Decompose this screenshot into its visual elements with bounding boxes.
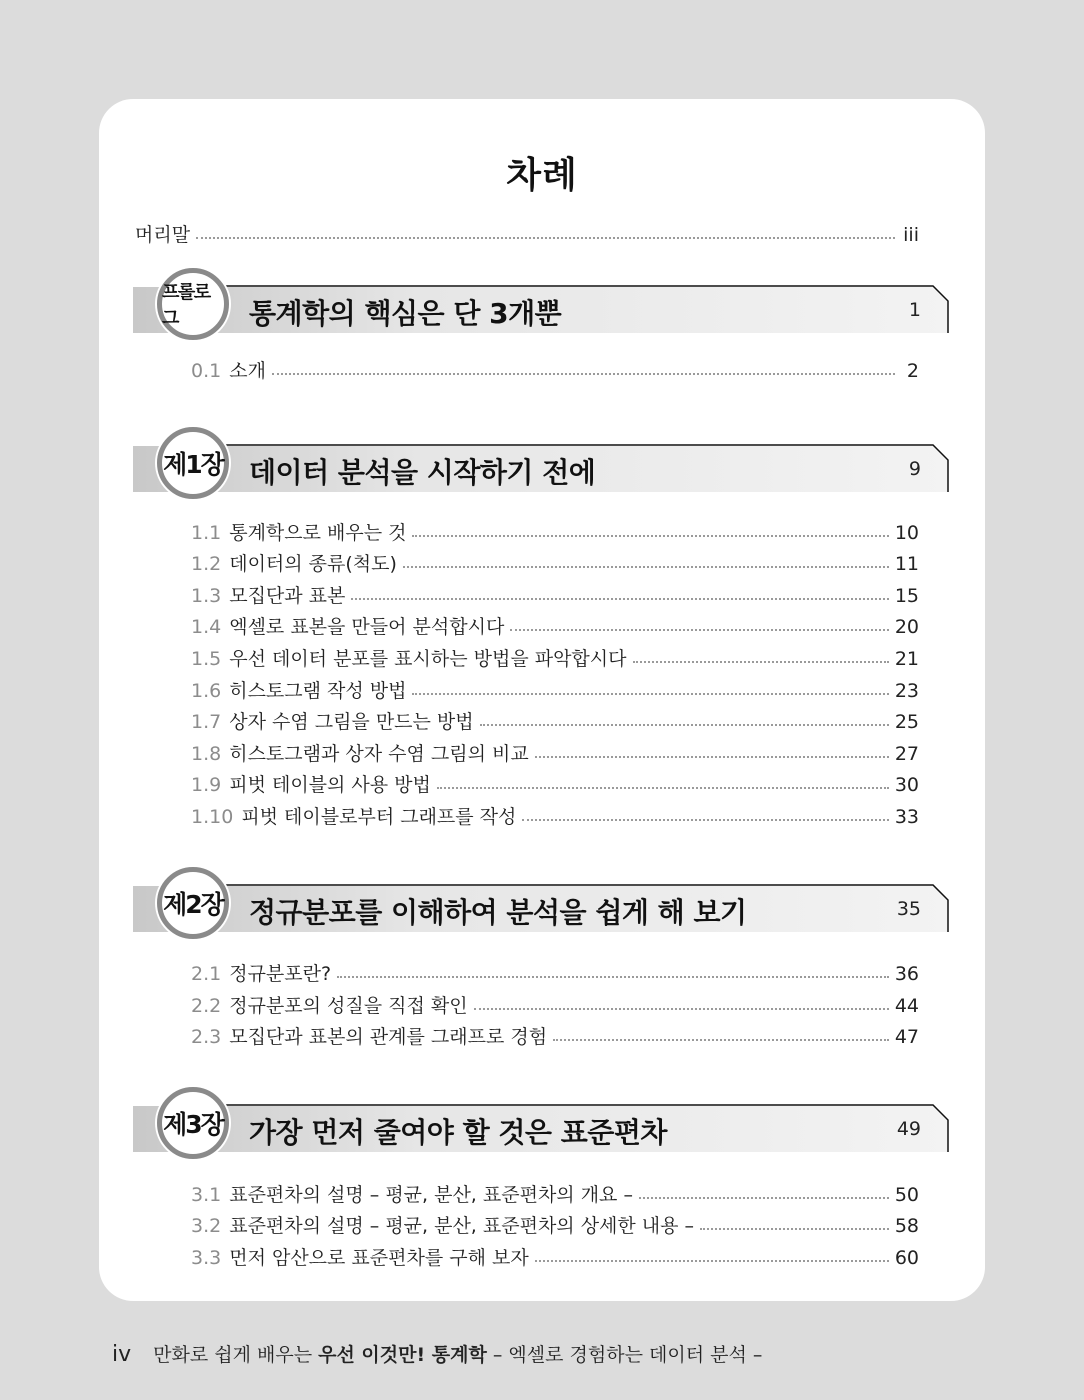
section-number: 1.10	[191, 806, 234, 828]
toc-entry[interactable]	[191, 773, 919, 797]
section-number: 1.6	[191, 680, 222, 702]
chapter-badge: 제1장	[157, 427, 229, 499]
toc-entry-title: 피벗 테이블의 사용 방법	[229, 774, 431, 796]
chapter-header[interactable]	[133, 282, 949, 333]
toc-entry[interactable]	[191, 1214, 919, 1238]
toc-card	[99, 99, 985, 1301]
chapter-title: 데이터 분석을 시작하기 전에	[249, 456, 596, 489]
toc-entry-title: 표준편차의 설명 – 평균, 분산, 표준편차의 개요 –	[229, 1184, 633, 1206]
toc-entry-title: 히스토그램과 상자 수염 그림의 비교	[229, 743, 529, 765]
toc-entry-page: 11	[894, 553, 919, 575]
toc-entry[interactable]	[191, 521, 919, 545]
toc-entry-page: 20	[894, 616, 919, 638]
dot-leader	[535, 1260, 889, 1262]
page-title: 차례	[506, 155, 578, 196]
footer-book-title: 우선 이것만! 통계학	[318, 1344, 487, 1366]
chapter-page: 49	[896, 1118, 921, 1140]
chapter-header[interactable]	[133, 884, 949, 932]
dot-leader	[272, 373, 895, 375]
dot-leader	[437, 787, 889, 789]
toc-entry-page: 15	[894, 585, 919, 607]
section-number: 2.3	[191, 1026, 222, 1048]
toc-entry-title: 모집단과 표본	[229, 585, 346, 607]
toc-entry-title: 상자 수염 그림을 만드는 방법	[229, 711, 474, 733]
section-number: 2.1	[191, 963, 222, 985]
toc-entry-page: 50	[894, 1184, 919, 1206]
dot-leader	[553, 1039, 889, 1041]
footer-prefix: 만화로 쉽게 배우는	[153, 1344, 313, 1366]
toc-entry-page: 47	[894, 1026, 919, 1048]
dot-leader	[522, 819, 888, 821]
dot-leader	[510, 629, 889, 631]
toc-entry-title: 소개	[229, 360, 266, 382]
toc-entry[interactable]	[191, 1025, 919, 1049]
toc-entry-page: iii	[903, 224, 919, 246]
toc-entry[interactable]	[191, 584, 919, 608]
toc-entry-page: 44	[894, 995, 919, 1017]
toc-entry-page: 30	[894, 774, 919, 796]
chapter-title: 통계학의 핵심은 단 3개뿐	[249, 297, 562, 330]
section-number: 3.2	[191, 1215, 222, 1237]
toc-entry[interactable]	[191, 805, 919, 829]
toc-entry-title: 모집단과 표본의 관계를 그래프로 경험	[229, 1026, 548, 1048]
dot-leader	[412, 535, 888, 537]
toc-entry-title: 엑셀로 표본을 만들어 분석합시다	[229, 616, 505, 638]
toc-entry[interactable]	[191, 710, 919, 734]
dot-leader	[639, 1197, 889, 1199]
chapter-badge: 제3장	[157, 1087, 229, 1159]
toc-entry-title: 히스토그램 작성 방법	[229, 680, 407, 702]
toc-entry[interactable]	[191, 1183, 919, 1207]
chapter-page: 9	[908, 458, 921, 480]
toc-entry[interactable]	[191, 647, 919, 671]
section-number: 3.1	[191, 1184, 222, 1206]
page-folio: iv	[112, 1342, 132, 1367]
dot-leader	[412, 693, 888, 695]
toc-entry[interactable]	[191, 1246, 919, 1270]
toc-entry-title: 먼저 암산으로 표준편차를 구해 보자	[229, 1247, 529, 1269]
toc-entry[interactable]	[191, 679, 919, 703]
toc-entry-page: 21	[894, 648, 919, 670]
dot-leader	[700, 1228, 889, 1230]
toc-entry-page: 25	[894, 711, 919, 733]
chapter-page: 1	[908, 299, 921, 321]
toc-entry[interactable]	[191, 742, 919, 766]
toc-entry-title: 정규분포란?	[229, 963, 332, 985]
section-number: 0.1	[191, 360, 222, 382]
footer-subtitle: – 엑셀로 경험하는 데이터 분석 –	[492, 1344, 763, 1366]
dot-leader	[474, 1008, 889, 1010]
dot-leader	[535, 756, 889, 758]
toc-entry-title: 정규분포의 성질을 직접 확인	[229, 995, 468, 1017]
toc-entry[interactable]	[191, 552, 919, 576]
section-number: 2.2	[191, 995, 222, 1017]
chapter-badge: 프롤로그	[157, 268, 229, 340]
dot-leader	[337, 976, 889, 978]
toc-entry[interactable]	[191, 962, 919, 986]
dot-leader	[633, 661, 889, 663]
toc-entry[interactable]	[191, 994, 919, 1018]
section-number: 1.8	[191, 743, 222, 765]
toc-entry-page: 58	[894, 1215, 919, 1237]
toc-entry-page: 10	[894, 522, 919, 544]
section-number: 1.3	[191, 585, 222, 607]
chapter-title: 가장 먼저 줄여야 할 것은 표준편차	[249, 1116, 667, 1149]
section-number: 1.7	[191, 711, 222, 733]
toc-entry-title: 표준편차의 설명 – 평균, 분산, 표준편차의 상세한 내용 –	[229, 1215, 695, 1237]
toc-entry[interactable]	[191, 359, 919, 383]
toc-entry-page: 60	[894, 1247, 919, 1269]
chapter-page: 35	[896, 898, 921, 920]
toc-entry[interactable]	[191, 615, 919, 639]
section-number: 1.5	[191, 648, 222, 670]
page-footer	[112, 1340, 762, 1367]
dot-leader	[403, 566, 889, 568]
toc-entry-title: 데이터의 종류(척도)	[229, 553, 397, 575]
toc-entry-page: 36	[894, 963, 919, 985]
section-number: 1.4	[191, 616, 222, 638]
chapter-title: 정규분포를 이해하여 분석을 쉽게 해 보기	[249, 896, 747, 929]
toc-entry-preface[interactable]	[135, 223, 919, 247]
section-number: 1.1	[191, 522, 222, 544]
toc-entry-page: 2	[906, 360, 919, 382]
section-number: 3.3	[191, 1247, 222, 1269]
toc-entry-page: 33	[894, 806, 919, 828]
dot-leader	[351, 598, 888, 600]
toc-entry-page: 27	[894, 743, 919, 765]
toc-entry-title: 머리말	[135, 224, 191, 246]
chapter-header[interactable]	[133, 1104, 949, 1152]
toc-entry-title: 피벗 테이블로부터 그래프를 작성	[241, 806, 517, 828]
chapter-header[interactable]	[133, 444, 949, 492]
toc-entry-page: 23	[894, 680, 919, 702]
section-number: 1.9	[191, 774, 222, 796]
toc-entry-title: 통계학으로 배우는 것	[229, 522, 407, 544]
section-number: 1.2	[191, 553, 222, 575]
chapter-badge: 제2장	[157, 867, 229, 939]
dot-leader	[196, 237, 895, 239]
dot-leader	[480, 724, 889, 726]
toc-entry-title: 우선 데이터 분포를 표시하는 방법을 파악합시다	[229, 648, 627, 670]
